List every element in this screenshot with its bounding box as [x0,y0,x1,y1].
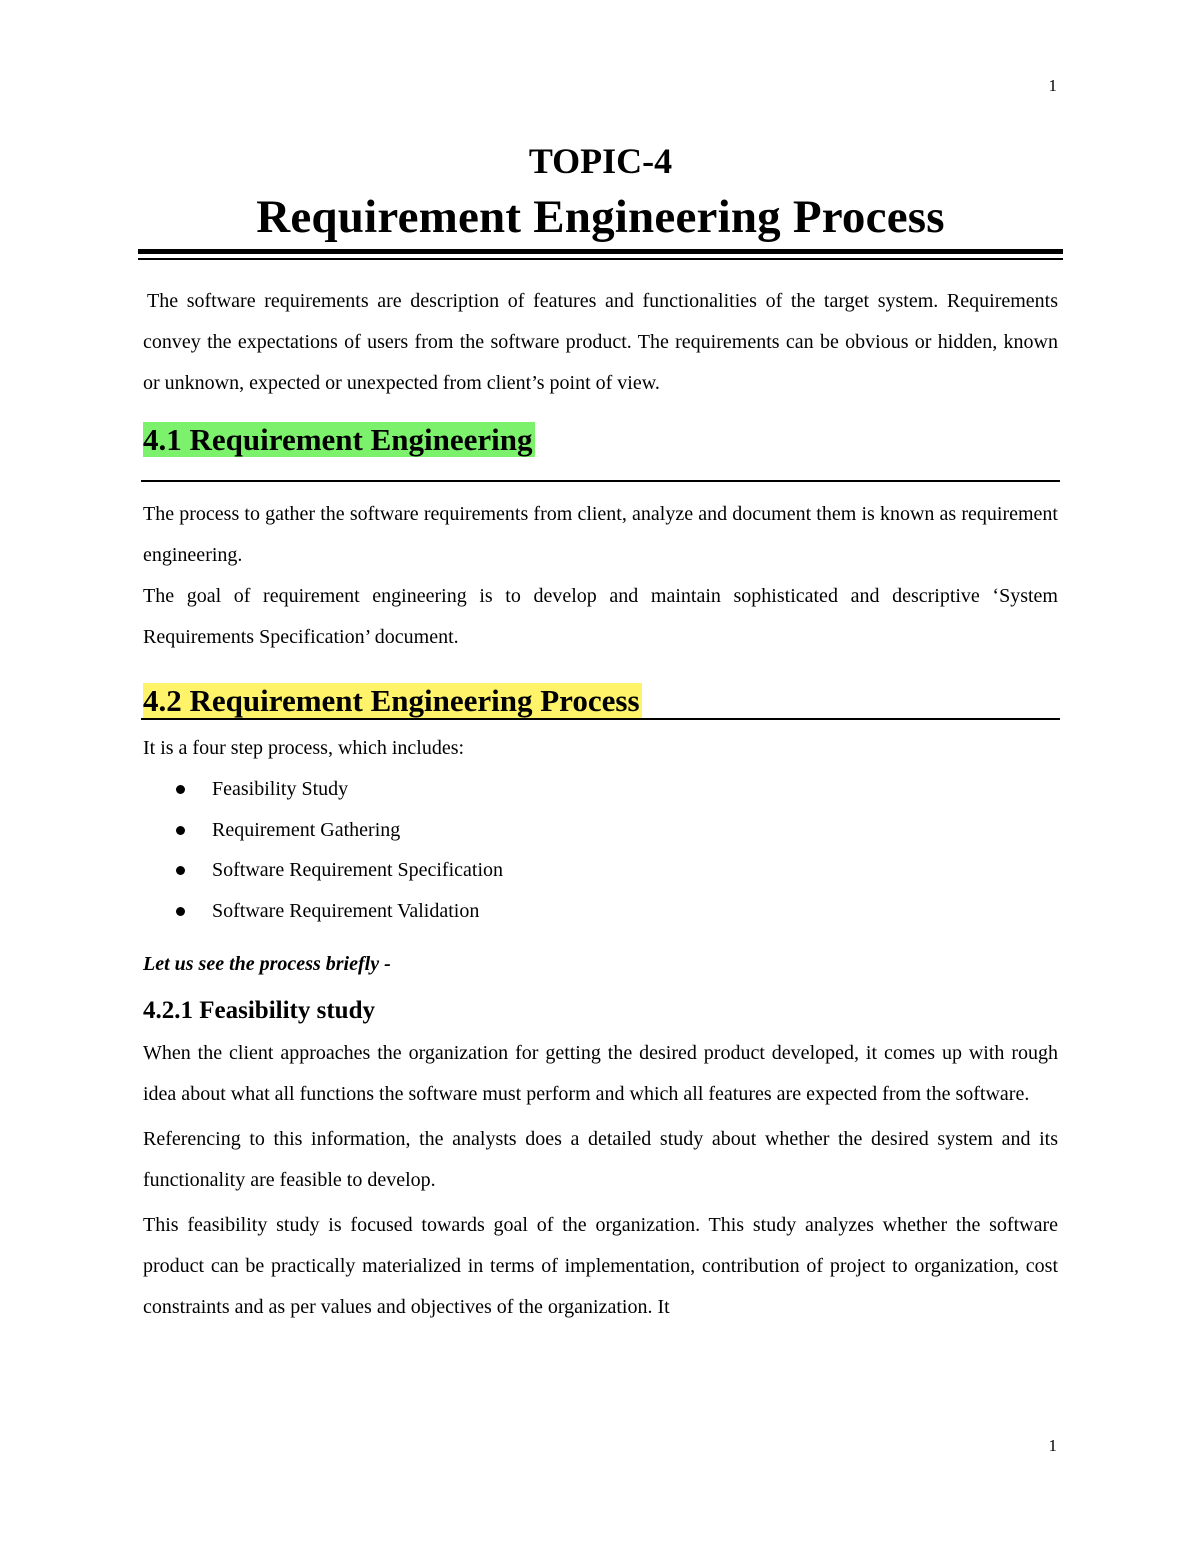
footer-page-number: 1 [1048,1436,1057,1455]
title-rule-thin [138,258,1063,260]
section-4-1-rule [141,480,1060,482]
list-item-text: Feasibility Study [212,778,349,800]
list-item-text: Requirement Gathering [212,818,401,841]
paragraph: When the client approaches the organization for getting the desired product developed, it comes up with rough idea about what all functions the software must perform and which all features are expected from the software. [143,1042,1058,1105]
intro-section [143,281,1058,404]
bullet-icon [176,785,185,794]
list-item [143,891,1058,932]
bullet-icon [176,866,185,875]
title-rule-thick [138,249,1063,254]
list-item [143,769,1058,810]
bullet-icon [176,826,185,835]
paragraph: Referencing to this information, the analysts does a detailed study about whether the desired system and its functionality are feasible to develop. [143,1128,1058,1191]
section-4-1-body [143,494,1058,658]
topic-label: TOPIC-4 [528,141,673,181]
list-item-text: Software Requirement Validation [212,899,480,922]
list-item [143,850,1058,891]
paragraph: It is a four step process, which includes: [143,737,465,759]
see-briefly-note: Let us see the process briefly - [143,953,391,975]
section-4-2-1-body [143,1033,1058,1328]
list-item-text: Software Requirement Specification [212,859,504,881]
page-title: Requirement Engineering Process [256,191,945,243]
section-4-2-heading-text: 4.2 Requirement Engineering Process [143,683,640,718]
bullet-icon [176,907,185,916]
list-item [143,810,1058,851]
section-4-2-1-heading: 4.2.1 Feasibility study [143,997,375,1024]
steps-list [143,769,1058,931]
section-4-1-heading-text: 4.1 Requirement Engineering [143,422,533,457]
section-4-2-rule [141,718,1060,720]
paragraph: This feasibility study is focused towards goal of the organization. This study analyzes whether the software product can be practically materialized in terms of implementation, contribution of project to organization, cost constraints and as per values and objectives of the organization. It [143,1214,1058,1318]
section-4-1-heading [143,422,1058,458]
paragraph: The process to gather the software requirements from client, analyze and document them is known as requirement engineering. [143,503,1058,566]
section-4-2-body [143,728,1058,931]
section-4-2-heading [143,683,1058,719]
intro-paragraph: The software requirements are description of features and functionalities of the target system. Requirements convey the expectations of users from the software product. The requirements can be obvious or hidden, known or unknown, expected or unexpected from client’s point of view. [143,290,1058,394]
page-number: 1 [1048,76,1057,95]
paragraph: The goal of requirement engineering is to develop and maintain sophisticated and descriptive ‘System Requirements Specification’ document. [143,585,1058,648]
